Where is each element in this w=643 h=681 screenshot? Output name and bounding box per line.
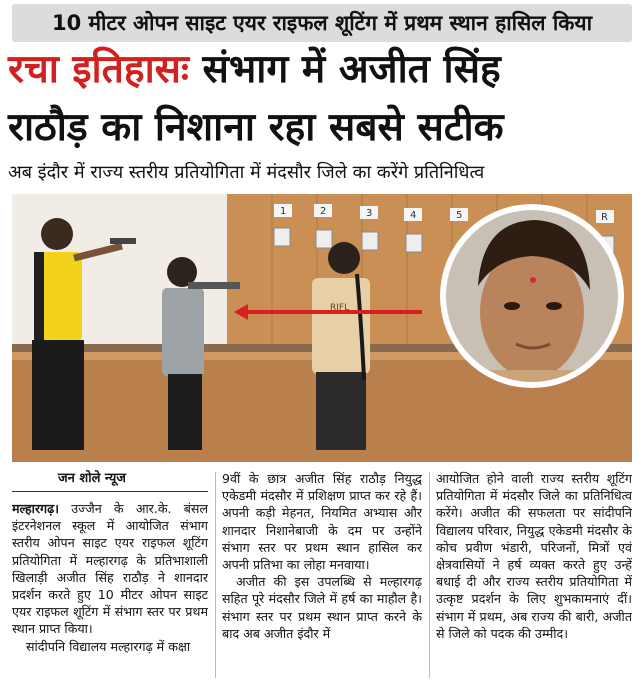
dateline: मल्हारगढ़।	[12, 501, 60, 516]
headline-line-1-rest: संभाग में अजीत सिंह	[188, 47, 501, 92]
news-photo	[12, 194, 632, 462]
headline-line-2: राठौड़ का निशाना रहा सबसे सटीक	[8, 105, 504, 150]
kicker-banner	[12, 4, 632, 42]
article-paragraph-2: सांदीपनि विद्यालय मल्हारगढ़ में कक्षा	[26, 638, 191, 654]
target-number-2: 2	[320, 206, 327, 217]
headline-line-1	[8, 47, 638, 92]
article-paragraph-3: 9वीं के छात्र अजीत सिंह राठौड़ नियुद्ध एकेडमी मंदसौर में प्रशिक्षण प्राप्त कर रहे हैं। अपनी कड़ी मेहनत, नियमित अभ्यास और शानदार निशानेबाजी के दम पर उन्होंने संभाग स्तर पर प्रथम स्थान हासिल कर अपनी प्रतिभा का लोहा मनवाया।	[222, 471, 422, 573]
target-number-5: 5	[456, 210, 463, 221]
kicker-text: 10 मीटर ओपन साइट एयर राइफल शूटिंग में प्रथम स्थान हासिल किया	[51, 11, 593, 35]
jersey-text: RIFL	[330, 303, 350, 313]
byline: जन शोले न्यूज	[12, 470, 208, 492]
article-column-1	[12, 470, 208, 680]
article-paragraph-4: अजीत की इस उपलब्धि से मल्हारगढ़ सहित पूरे मंदसौर जिले में हर्ष का माहौल है। संभाग स्तर पर प्रथम स्थान प्राप्त करने के बाद अब अजीत इंदौर में	[222, 574, 422, 641]
article-paragraph-1-text: उज्जैन के आर.के. बंसल इंटरनेशनल स्कूल में आयोजित संभाग स्तरीय ओपन साइट एयर राइफल शूटिंग प्रतियोगिता में मल्हारगढ़ के प्रतिभाशाली खिलाड़ी अजीत सिंह राठौड़ ने शानदार प्रदर्शन करते हुए 10 मीटर ओपन साइट एयर राइफल शूटिंग में संभाग स्तर पर प्रथम स्थान प्राप्त किया।	[12, 501, 208, 637]
target-number-4: 4	[410, 210, 417, 221]
article-paragraph-5: आयोजित होने वाली राज्य स्तरीय शूटिंग प्रतियोगिता में मंदसौर जिले का प्रतिनिधित्व करेंगे। अजीत की सफलता पर सांदीपनि विद्यालय परिवार, नियुद्ध एकेडमी मंदसौर के कोच प्रवीण भंडारी, परिजनों, मित्रों एवं क्षेत्रवासियों ने हर्ष व्यक्त करते हुए उन्हें बधाई दी और राज्य स्तरीय प्रतियोगिता में उत्कृष्ट प्रदर्शन के लिए शुभकामनाएं दीं। संभाग में प्रथम, अब राज्य की बारी, अजीत से जिले को पदक की उम्मीद।	[436, 471, 632, 641]
target-number-1: 1	[280, 206, 287, 217]
article-column-3	[436, 470, 632, 680]
deck-subheadline: अब इंदौर में राज्य स्तरीय प्रतियोगिता में मंदसौर जिले का करेंगे प्रतिनिधित्व	[8, 162, 485, 183]
headline-highlight: रचा इतिहासः	[8, 47, 189, 92]
column-rule-1	[215, 472, 216, 678]
target-number-3: 3	[366, 208, 373, 219]
article-column-2	[222, 470, 422, 680]
target-number-r: R	[601, 212, 608, 223]
column-rule-2	[429, 472, 430, 678]
article-paragraph-1	[12, 500, 208, 638]
